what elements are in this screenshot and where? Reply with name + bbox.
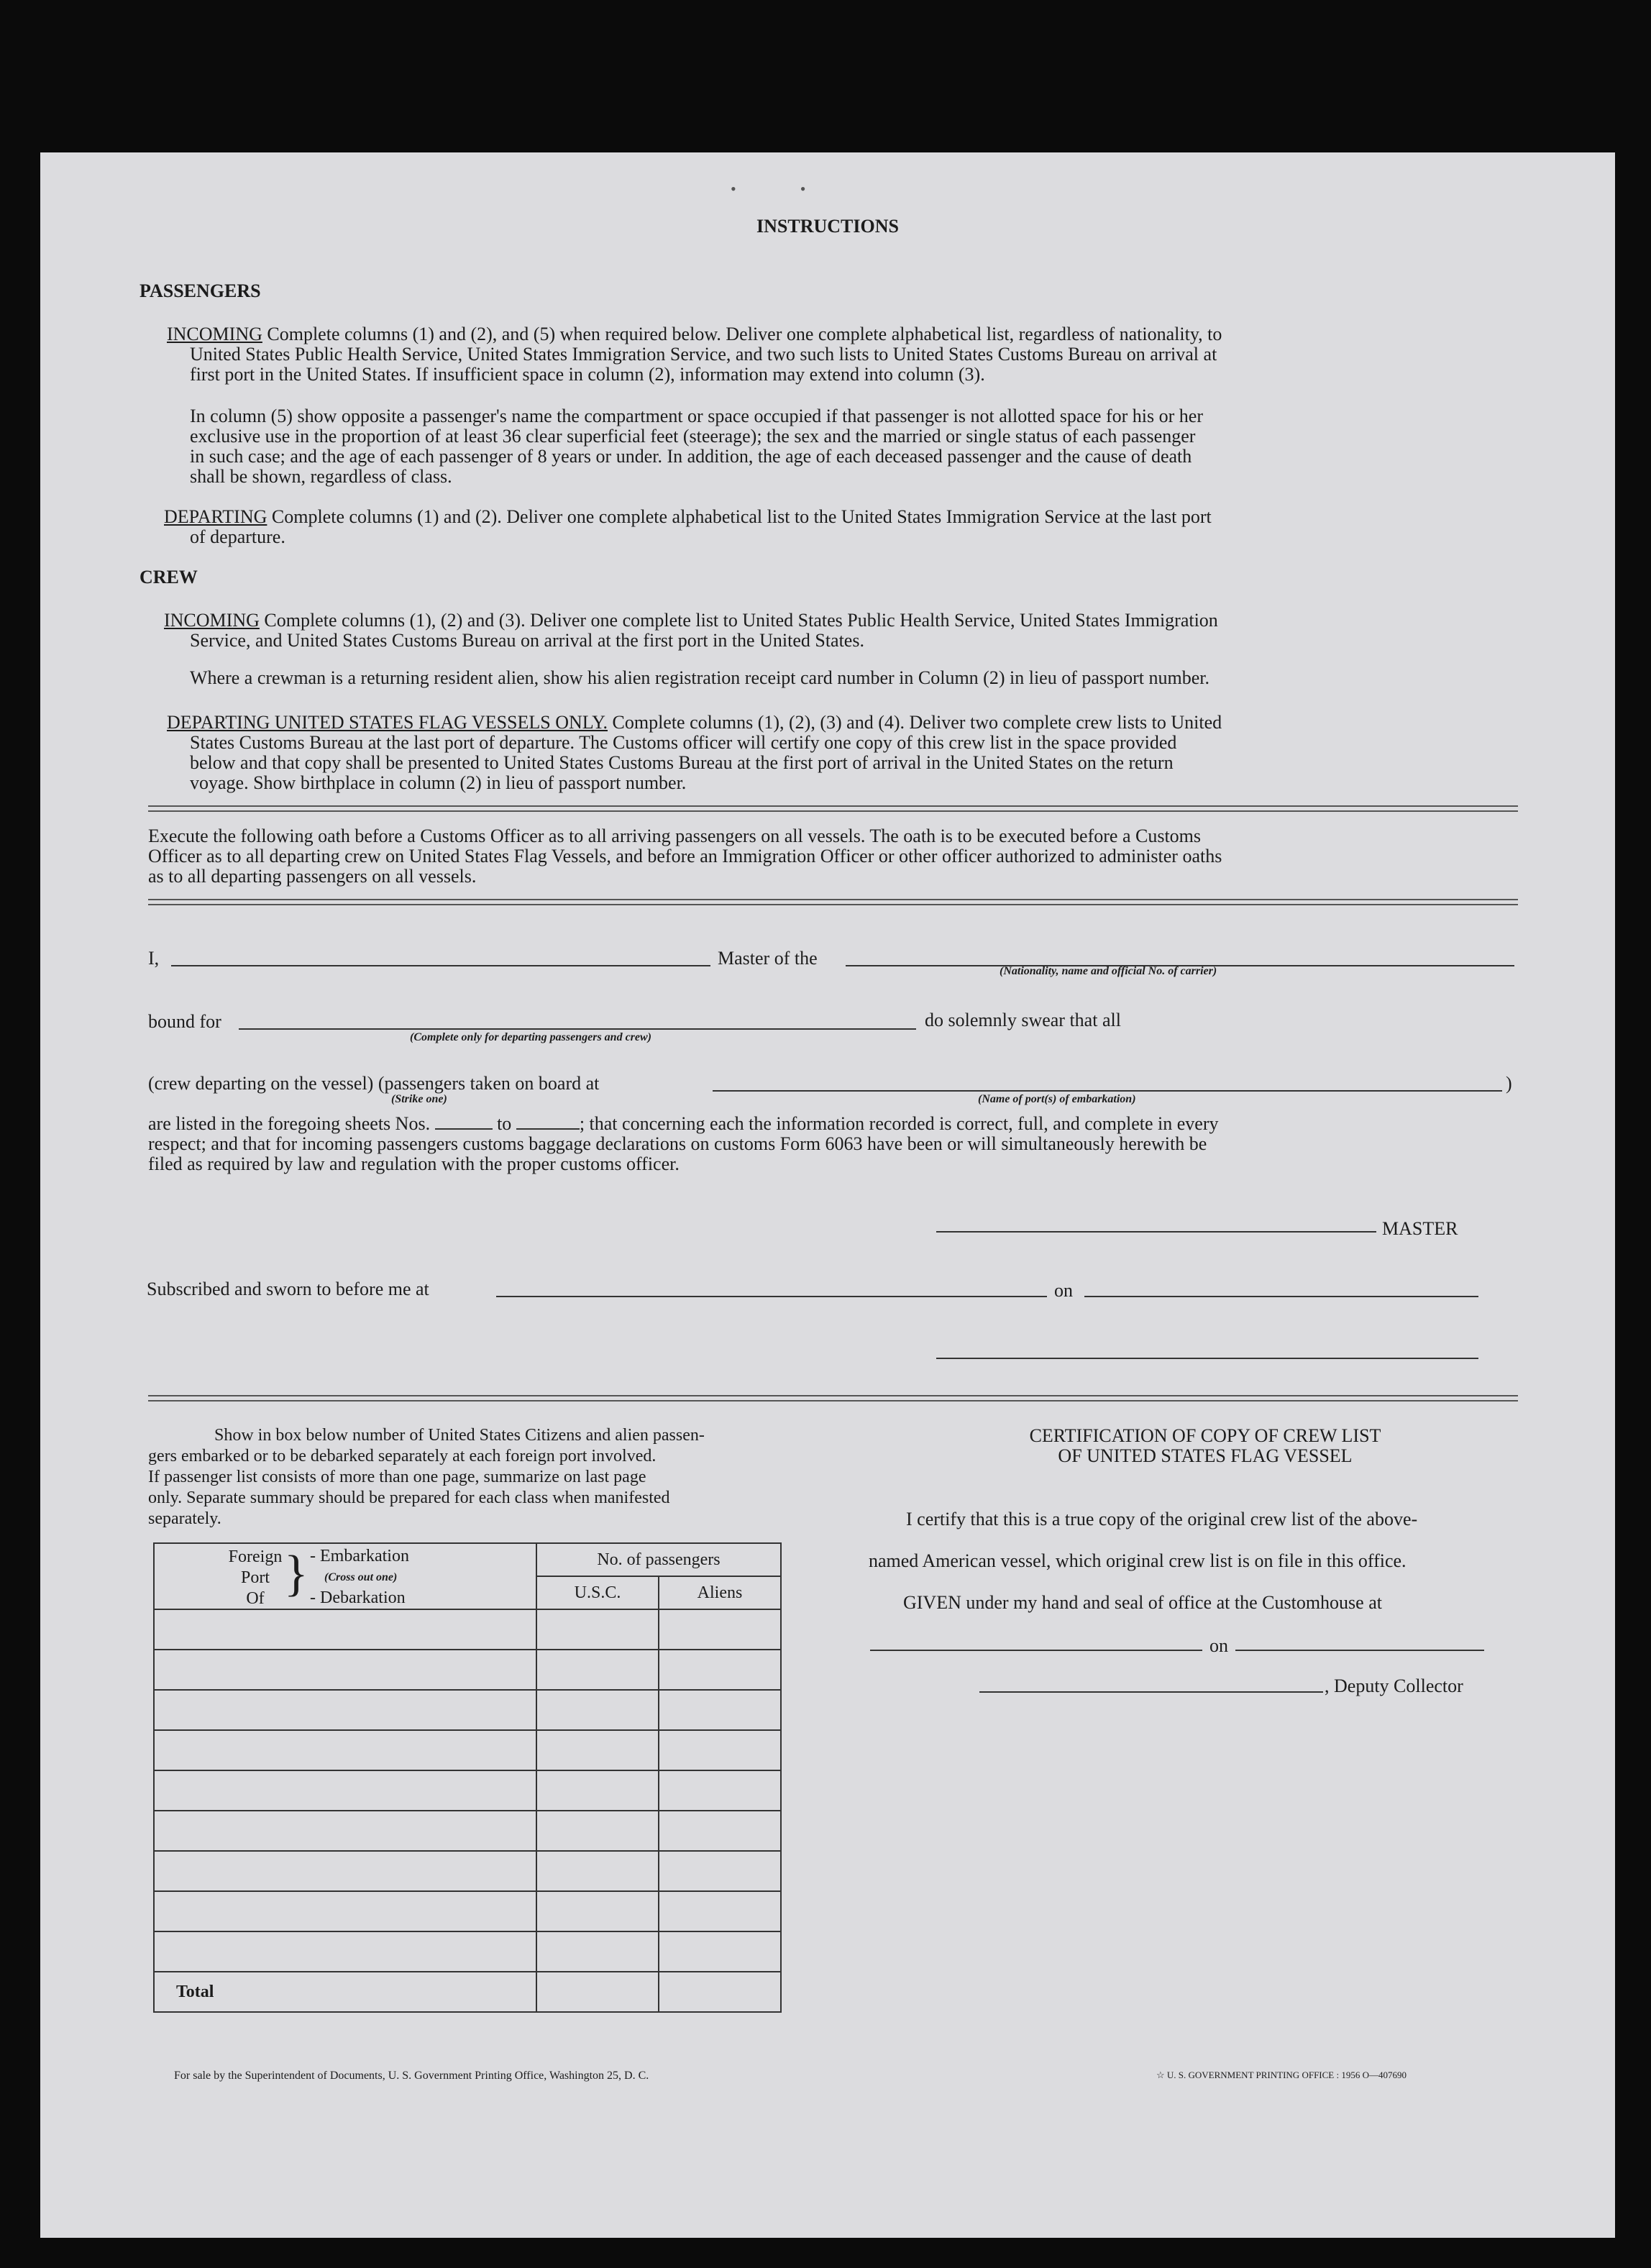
usc-cell[interactable] xyxy=(536,1770,659,1811)
usc-cell[interactable] xyxy=(536,1811,659,1851)
passengers-departing-label: DEPARTING xyxy=(164,506,267,527)
summary-line-5: separately. xyxy=(148,1509,221,1528)
passengers-incoming-text-1: Complete columns (1) and (2), and (5) when required below. Deliver one complete alphabetical list, regardless of nationality, to xyxy=(267,324,1222,344)
aliens-cell[interactable] xyxy=(659,1770,781,1811)
column5-line-1: In column (5) show opposite a passenger's name the compartment or space occupied if that passenger is not allotted space for his or her xyxy=(190,406,1203,426)
crew-incoming-text-1: Complete columns (1), (2) and (3). Deliver one complete list to United States Public Health Service, United States Immigration xyxy=(264,610,1218,631)
bound-for-label: bound for xyxy=(148,1011,221,1032)
strike-one-caption: (Strike one) xyxy=(391,1093,447,1105)
aliens-cell[interactable] xyxy=(659,1931,781,1972)
total-label: Total xyxy=(154,1972,536,2012)
crew-incoming-line-2: Service, and United States Customs Bureau on arrival at the first port in the United States. xyxy=(190,630,864,651)
column5-line-3: in such case; and the age of each passenger of 8 years or under. In addition, the age of each deceased passenger and the cause of death xyxy=(190,446,1192,467)
master-name-field[interactable] xyxy=(171,965,710,966)
embarkation-option[interactable]: - Embarkation xyxy=(310,1547,409,1565)
debarkation-option[interactable]: - Debarkation xyxy=(310,1588,406,1607)
swear-text: do solemnly swear that all xyxy=(925,1010,1121,1030)
passengers-incoming-label: INCOMING xyxy=(167,324,262,344)
oath-i-label: I, xyxy=(148,948,160,969)
usc-cell[interactable] xyxy=(536,1730,659,1770)
crew-departing-line-2: States Customs Bureau at the last port of departure. The Customs officer will certify one copy of this crew list in the space provided xyxy=(190,732,1177,753)
brace-glyph: } xyxy=(284,1546,308,1601)
section-divider xyxy=(148,1395,1518,1402)
aliens-cell[interactable] xyxy=(659,1851,781,1891)
passengers-departing-text-1: Complete columns (1) and (2). Deliver one complete alphabetical list to the United States Immigration Service at the last port xyxy=(271,506,1212,527)
passengers-incoming-line-2: United States Public Health Service, United States Immigration Service, and two such lists to United States Customs Bureau on arrival at xyxy=(190,344,1217,365)
master-of-the-label: Master of the xyxy=(718,948,818,969)
summary-line-1: Show in box below number of United States Citizens and alien passen- xyxy=(214,1426,705,1445)
footer-gpo-note: ☆ U. S. GOVERNMENT PRINTING OFFICE : 1956 O—407690 xyxy=(1156,2070,1407,2080)
table-row[interactable] xyxy=(154,1891,781,1931)
table-row[interactable] xyxy=(154,1730,781,1770)
certification-heading-2: OF UNITED STATES FLAG VESSEL xyxy=(1058,1445,1353,1466)
listed-to-text: to xyxy=(497,1113,512,1134)
listed-line-1 xyxy=(148,1113,1219,1134)
listed-text-b: ; that concerning each the information recorded is correct, full, and complete in every xyxy=(579,1113,1219,1134)
summary-line-3: If passenger list consists of more than one page, summarize on last page xyxy=(148,1468,646,1486)
port-cell[interactable] xyxy=(154,1891,536,1931)
usc-cell[interactable] xyxy=(536,1891,659,1931)
sworn-place-field[interactable] xyxy=(496,1296,1047,1297)
bound-for-field[interactable] xyxy=(239,1028,916,1030)
certification-date-field[interactable] xyxy=(1235,1650,1484,1651)
summary-line-2: gers embarked or to be debarked separately at each foreign port involved. xyxy=(148,1447,657,1465)
table-row[interactable] xyxy=(154,1770,781,1811)
sworn-on-label: on xyxy=(1054,1280,1073,1301)
usc-cell[interactable] xyxy=(536,1851,659,1891)
summary-instructions xyxy=(148,1425,705,1529)
crew-heading: CREW xyxy=(140,567,198,587)
crew-departing-label: DEPARTING UNITED STATES FLAG VESSELS ONLY. xyxy=(167,712,608,733)
oath-intro-line-3: as to all departing passengers on all vessels. xyxy=(148,866,477,887)
passengers-departing-line-1 xyxy=(164,506,1212,527)
certification-heading-1: CERTIFICATION OF COPY OF CREW LIST xyxy=(1029,1425,1381,1446)
master-label: MASTER xyxy=(1382,1218,1458,1239)
total-usc-cell[interactable] xyxy=(536,1972,659,2012)
sworn-date-field[interactable] xyxy=(1084,1296,1478,1297)
aliens-cell[interactable] xyxy=(659,1891,781,1931)
port-cell[interactable] xyxy=(154,1609,536,1650)
crew-departing-text-1: Complete columns (1), (2), (3) and (4). Deliver two complete crew lists to United xyxy=(612,712,1222,733)
no-of-passengers-header: No. of passengers xyxy=(536,1543,781,1576)
certification-line-2: named American vessel, which original crew list is on file in this office. xyxy=(869,1550,1407,1571)
certification-line-1: I certify that this is a true copy of the original crew list of the above- xyxy=(906,1509,1418,1529)
crew-resident-alien-line: Where a crewman is a returning resident alien, show his alien registration receipt card number in Column (2) in lieu of passport number. xyxy=(190,667,1210,688)
aliens-cell[interactable] xyxy=(659,1690,781,1730)
oath-intro-line-1: Execute the following oath before a Customs Officer as to all arriving passengers on all vessels. The oath is to be executed before a Customs xyxy=(148,826,1202,846)
usc-cell[interactable] xyxy=(536,1690,659,1730)
master-signature-field[interactable] xyxy=(936,1231,1376,1233)
customhouse-field[interactable] xyxy=(870,1650,1202,1651)
table-row[interactable] xyxy=(154,1609,781,1650)
port-cell[interactable] xyxy=(154,1811,536,1851)
crew-departing-line-4: voyage. Show birthplace in column (2) in lieu of passport number. xyxy=(190,772,687,793)
total-aliens-cell[interactable] xyxy=(659,1972,781,2012)
passengers-incoming-line-1 xyxy=(167,324,1222,344)
foreign-label: Foreign xyxy=(228,1547,283,1566)
cross-out-caption: (Cross out one) xyxy=(324,1571,398,1583)
footer-sale-note: For sale by the Superintendent of Documents, U. S. Government Printing Office, Washington 25, D. C. xyxy=(174,2070,649,2082)
form-sheet xyxy=(40,152,1615,2238)
port-cell[interactable] xyxy=(154,1650,536,1690)
passenger-summary-table xyxy=(153,1542,782,2013)
column5-line-2: exclusive use in the proportion of at least 36 clear superficial feet (steerage); the sex and the married or single status of each passenger xyxy=(190,426,1196,447)
section-divider xyxy=(148,805,1518,812)
aliens-cell[interactable] xyxy=(659,1650,781,1690)
certification-on-label: on xyxy=(1209,1635,1228,1656)
close-paren: ) xyxy=(1506,1073,1512,1094)
port-cell[interactable] xyxy=(154,1931,536,1972)
page-title: INSTRUCTIONS xyxy=(756,216,899,237)
crew-departing-line-3: below and that copy shall be presented to United States Customs Bureau at the first port of arrival in the United States on the return xyxy=(190,752,1174,773)
crew-incoming-label: INCOMING xyxy=(164,610,260,631)
usc-header: U.S.C. xyxy=(536,1576,659,1609)
deputy-collector-signature-field[interactable] xyxy=(979,1691,1323,1693)
port-cell[interactable] xyxy=(154,1770,536,1811)
port-label: Port xyxy=(240,1568,270,1587)
port-cell[interactable] xyxy=(154,1851,536,1891)
crew-passengers-text: (crew departing on the vessel) (passengers taken on board at xyxy=(148,1073,600,1094)
table-row[interactable] xyxy=(154,1690,781,1730)
total-row[interactable] xyxy=(154,1972,781,2012)
table-row[interactable] xyxy=(154,1851,781,1891)
port-caption: (Name of port(s) of embarkation) xyxy=(978,1093,1136,1105)
usc-cell[interactable] xyxy=(536,1609,659,1650)
embarkation-port-field[interactable] xyxy=(713,1090,1502,1092)
oath-intro-line-2: Officer as to all departing crew on United States Flag Vessels, and before an Immigration Officer or other officer authorized to administer oaths xyxy=(148,846,1222,866)
listed-line-2: respect; and that for incoming passengers customs baggage declarations on customs Form 6063 have been or will simultaneously herewith be xyxy=(148,1133,1207,1154)
aliens-cell[interactable] xyxy=(659,1609,781,1650)
subscribed-label: Subscribed and sworn to before me at xyxy=(147,1279,429,1299)
of-label: Of xyxy=(246,1589,265,1608)
listed-line-3: filed as required by law and regulation with the proper customs officer. xyxy=(148,1153,680,1174)
aliens-cell[interactable] xyxy=(659,1730,781,1770)
deputy-collector-label: , Deputy Collector xyxy=(1325,1675,1463,1696)
summary-line-4: only. Separate summary should be prepared for each class when manifested xyxy=(148,1489,670,1507)
section-divider xyxy=(148,899,1518,905)
crew-departing-line-1 xyxy=(167,712,1222,733)
sheet-to-field[interactable] xyxy=(516,1128,580,1130)
table-row[interactable] xyxy=(154,1811,781,1851)
port-cell[interactable] xyxy=(154,1730,536,1770)
column5-line-4: shall be shown, regardless of class. xyxy=(190,466,452,487)
scan-artifact: • • xyxy=(731,180,812,198)
passengers-heading: PASSENGERS xyxy=(140,280,261,301)
crew-incoming-line-1 xyxy=(164,610,1218,631)
sheet-from-field[interactable] xyxy=(435,1128,493,1130)
bound-for-caption: (Complete only for departing passengers and crew) xyxy=(410,1031,651,1043)
passengers-incoming-line-3: first port in the United States. If insufficient space in column (2), information may extend into column (3). xyxy=(190,364,985,385)
aliens-header: Aliens xyxy=(659,1576,781,1609)
foreign-port-header xyxy=(154,1543,536,1609)
passengers-departing-line-2: of departure. xyxy=(190,526,285,547)
usc-cell[interactable] xyxy=(536,1931,659,1972)
aliens-cell[interactable] xyxy=(659,1811,781,1851)
listed-text-a: are listed in the foregoing sheets Nos. xyxy=(148,1113,431,1134)
table-row[interactable] xyxy=(154,1931,781,1972)
port-cell[interactable] xyxy=(154,1690,536,1730)
table-row[interactable] xyxy=(154,1650,781,1690)
carrier-caption: (Nationality, name and official No. of carrier) xyxy=(1000,965,1217,977)
officer-signature-field[interactable] xyxy=(936,1358,1478,1359)
usc-cell[interactable] xyxy=(536,1650,659,1690)
certification-line-3: GIVEN under my hand and seal of office at the Customhouse at xyxy=(903,1592,1382,1613)
